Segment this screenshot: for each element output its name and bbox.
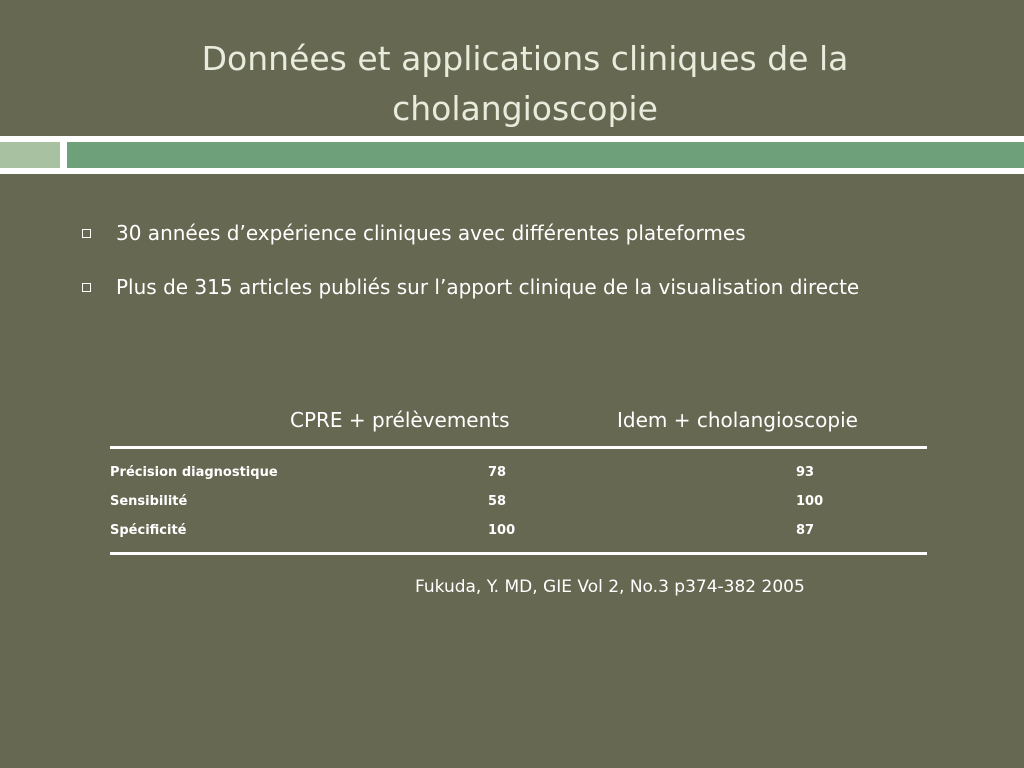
table-row [110,459,927,488]
square-bullet-icon [82,283,91,292]
cell-cpre-value: 100 [488,523,516,538]
cell-cholangioscopy-value: 87 [796,523,815,538]
bullet-text: Plus de 315 articles publiés sur l’apport clinique de la visualisation directe [116,275,860,299]
bullet-item [82,218,942,248]
table-row [110,488,927,517]
row-label: Sensibilité [110,494,188,509]
slide-title-line2: cholangioscopie [392,89,658,128]
bullet-list [82,218,942,326]
results-table [110,402,927,555]
cell-cholangioscopy-value: 100 [796,494,824,509]
table-row [110,517,927,546]
divider-accent-green [67,142,1024,168]
table-header [110,402,927,446]
row-label: Spécificité [110,523,187,538]
bullet-item [82,272,942,302]
column-header-cholangioscopy: Idem + cholangioscopie [617,408,858,432]
column-header-cpre: CPRE + prélèvements [290,408,510,432]
cell-cholangioscopy-value: 93 [796,465,815,480]
row-label: Précision diagnostique [110,465,278,480]
slide-title-line1: Données et applications cliniques de la [201,39,849,78]
divider-accent-light [0,142,60,168]
cell-cpre-value: 78 [488,465,507,480]
table-bottom-rule [110,552,927,555]
bullet-text: 30 années d’expérience cliniques avec différentes plateformes [116,221,746,245]
title-divider-band [0,136,1024,174]
square-bullet-icon [82,229,91,238]
slide-title [60,34,990,134]
table-body [110,449,927,552]
citation-text: Fukuda, Y. MD, GIE Vol 2, No.3 p374-382 2005 [415,577,805,597]
cell-cpre-value: 58 [488,494,507,509]
